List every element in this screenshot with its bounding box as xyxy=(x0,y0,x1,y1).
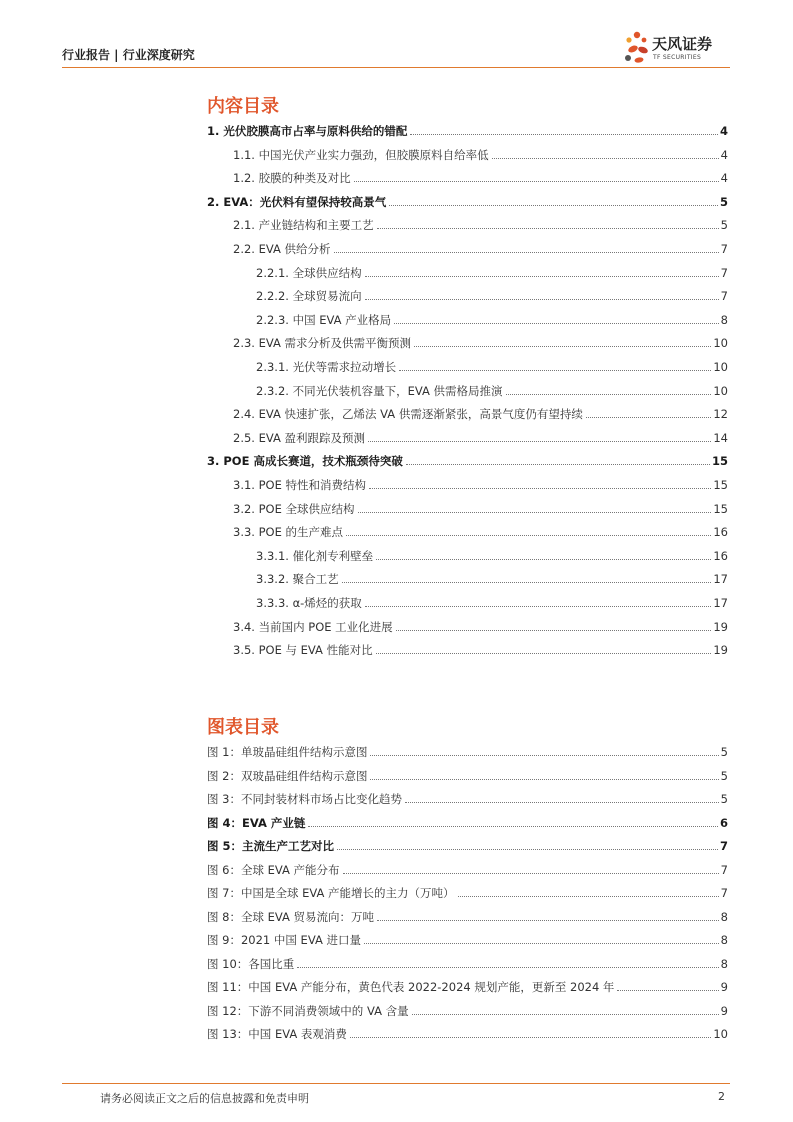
toc-entry[interactable] xyxy=(207,620,728,634)
figure-entry[interactable] xyxy=(207,910,728,924)
entry-title: 图 12：下游不同消费领域中的 VA 含量 xyxy=(207,1003,409,1018)
entry-title: 图 9：2021 中国 EVA 进口量 xyxy=(207,933,361,947)
figures-title: 图表目录 xyxy=(207,717,279,738)
figure-entry[interactable] xyxy=(207,1027,728,1041)
figure-entry[interactable] xyxy=(207,886,728,900)
dot-leader xyxy=(369,487,711,489)
entry-page-number: 19 xyxy=(713,619,728,634)
entry-page-number: 7 xyxy=(720,265,728,280)
logo-mark-icon xyxy=(622,30,652,66)
entry-title: 3.1. POE 特性和消费结构 xyxy=(233,478,367,492)
toc-entry[interactable] xyxy=(207,313,728,327)
dot-leader xyxy=(412,1013,719,1015)
entry-title: 3.4. 当前国内 POE 工业化进展 xyxy=(233,619,393,634)
entry-page-number: 4 xyxy=(720,147,728,162)
entry-title: 1.2. 胶膜的种类及对比 xyxy=(233,171,351,186)
entry-title: 2.3.2. 不同光伏装机容量下，EVA 供需格局推演 xyxy=(256,383,503,398)
dot-leader xyxy=(377,919,719,921)
entry-page-number: 10 xyxy=(713,383,728,398)
entry-page-number: 15 xyxy=(713,478,728,492)
dot-leader xyxy=(368,440,711,442)
dot-leader xyxy=(377,227,719,229)
entry-title: 3.3.3. α-烯烃的获取 xyxy=(256,596,362,610)
dot-leader xyxy=(406,463,710,465)
dot-leader xyxy=(346,534,711,536)
entry-page-number: 19 xyxy=(713,643,728,658)
toc-entry[interactable] xyxy=(207,502,728,516)
entry-title: 1. 光伏胶膜高市占率与原料供给的错配 xyxy=(207,124,408,138)
page-number: 2 xyxy=(718,1090,725,1103)
entry-page-number: 5 xyxy=(720,768,728,783)
dot-leader xyxy=(586,416,712,418)
entry-title: 2.2. EVA 供给分析 xyxy=(233,242,331,256)
entry-page-number: 7 xyxy=(720,242,728,256)
entry-title: 3. POE 高成长赛道，技术瓶颈待突破 xyxy=(207,454,403,469)
entry-title: 1.1. 中国光伏产业实力强劲，但胶膜原料自给率低 xyxy=(233,147,489,162)
toc-entry[interactable] xyxy=(207,384,728,398)
toc-entry[interactable] xyxy=(207,407,728,421)
dot-leader xyxy=(405,801,719,803)
entry-title: 2.1. 产业链结构和主要工艺 xyxy=(233,218,374,233)
entry-title: 3.2. POE 全球供应结构 xyxy=(233,501,355,516)
toc-entry[interactable] xyxy=(207,431,728,445)
toc-entry[interactable] xyxy=(207,242,728,256)
entry-page-number: 9 xyxy=(720,1003,728,1018)
entry-page-number: 10 xyxy=(713,336,728,351)
entry-page-number: 9 xyxy=(720,980,728,994)
entry-page-number: 7 xyxy=(720,289,728,304)
dot-leader xyxy=(364,942,719,944)
entry-page-number: 15 xyxy=(713,501,728,516)
entry-title: 图 11：中国 EVA 产能分布，黄色代表 2022-2024 规划产能，更新至 2024 年 xyxy=(207,980,615,994)
toc-entry[interactable] xyxy=(207,148,728,162)
entry-title: 3.3.1. 催化剂专利壁垒 xyxy=(256,548,374,563)
toc-entry[interactable] xyxy=(207,289,728,303)
entry-title: 2.2.3. 中国 EVA 产业格局 xyxy=(256,312,392,327)
dot-leader xyxy=(343,872,719,874)
entry-page-number: 4 xyxy=(719,124,728,138)
dot-leader xyxy=(399,369,711,371)
toc-entry[interactable] xyxy=(207,572,728,586)
figure-entry[interactable] xyxy=(207,933,728,947)
entry-page-number: 7 xyxy=(720,886,728,900)
toc-entry[interactable] xyxy=(207,643,728,657)
report-category: 行业报告 | 行业深度研究 xyxy=(62,48,195,62)
toc-entry[interactable] xyxy=(207,525,728,539)
figure-entry[interactable] xyxy=(207,816,728,830)
dot-leader xyxy=(358,511,712,513)
toc-entry[interactable] xyxy=(207,124,728,138)
entry-title: 2.5. EVA 盈利跟踪及预测 xyxy=(233,430,366,445)
toc-entry[interactable] xyxy=(207,266,728,280)
dot-leader xyxy=(376,652,712,654)
entry-page-number: 10 xyxy=(713,1027,728,1041)
entry-title: 2.3.1. 光伏等需求拉动增长 xyxy=(256,360,397,374)
dot-leader xyxy=(370,778,718,780)
dot-leader xyxy=(308,825,718,827)
entry-title: 图 5：主流生产工艺对比 xyxy=(207,839,335,853)
entry-page-number: 17 xyxy=(713,596,728,610)
entry-page-number: 5 xyxy=(720,745,728,759)
entry-title: 图 3：不同封装材料市场占比变化趋势 xyxy=(207,792,402,806)
entry-title: 图 2：双玻晶硅组件结构示意图 xyxy=(207,768,368,783)
logo-subtext: TF SECURITIES xyxy=(653,54,702,61)
entry-page-number: 17 xyxy=(713,572,728,587)
dot-leader xyxy=(389,204,718,206)
entry-title: 3.3.2. 聚合工艺 xyxy=(256,572,339,587)
entry-title: 2.4. EVA 快速扩张，乙烯法 VA 供需逐渐紧张，高景气度仍有望持续 xyxy=(233,407,583,422)
dot-leader xyxy=(365,275,719,277)
entry-title: 图 4：EVA 产业链 xyxy=(207,815,306,830)
company-logo xyxy=(622,30,732,66)
figure-entry[interactable] xyxy=(207,745,728,759)
toc-entry[interactable] xyxy=(207,454,728,468)
dot-leader xyxy=(370,754,718,756)
dot-leader xyxy=(365,298,719,300)
entry-page-number: 4 xyxy=(720,171,728,186)
dot-leader xyxy=(396,629,712,631)
figure-entry[interactable] xyxy=(207,839,728,853)
entry-page-number: 8 xyxy=(720,312,728,327)
dot-leader xyxy=(354,180,719,182)
entry-page-number: 8 xyxy=(720,909,728,924)
entry-title: 2. EVA：光伏料有望保持较高景气 xyxy=(207,194,387,209)
dot-leader xyxy=(458,895,719,897)
entry-page-number: 7 xyxy=(719,839,728,853)
entry-page-number: 8 xyxy=(720,956,728,971)
dot-leader xyxy=(350,1036,711,1038)
figure-entry[interactable] xyxy=(207,769,728,783)
entry-title: 图 8：全球 EVA 贸易流向：万吨 xyxy=(207,909,375,924)
entry-page-number: 5 xyxy=(719,194,728,209)
dot-leader xyxy=(297,966,718,968)
dot-leader xyxy=(342,581,712,583)
entry-page-number: 6 xyxy=(719,815,728,830)
entry-page-number: 15 xyxy=(711,454,728,469)
figure-entry[interactable] xyxy=(207,980,728,994)
figure-entry[interactable] xyxy=(207,863,728,877)
toc-entry[interactable] xyxy=(207,218,728,232)
entry-title: 图 1：单玻晶硅组件结构示意图 xyxy=(207,745,368,759)
entry-page-number: 16 xyxy=(713,548,728,563)
entry-page-number: 12 xyxy=(713,407,728,422)
dot-leader xyxy=(414,345,711,347)
entry-title: 2.2.1. 全球供应结构 xyxy=(256,265,362,280)
toc-entry[interactable] xyxy=(207,336,728,350)
toc-entry[interactable] xyxy=(207,478,728,492)
entry-title: 图 10：各国比重 xyxy=(207,956,295,971)
toc-entry[interactable] xyxy=(207,360,728,374)
figure-entry[interactable] xyxy=(207,1004,728,1018)
entry-title: 2.3. EVA 需求分析及供需平衡预测 xyxy=(233,336,412,351)
dot-leader xyxy=(365,605,712,607)
entry-title: 3.5. POE 与 EVA 性能对比 xyxy=(233,643,373,658)
toc-entry[interactable] xyxy=(207,171,728,185)
figure-entry[interactable] xyxy=(207,792,728,806)
toc-entry[interactable] xyxy=(207,195,728,209)
dot-leader xyxy=(617,989,718,991)
dot-leader xyxy=(376,558,711,560)
entry-title: 图 6：全球 EVA 产能分布 xyxy=(207,862,340,877)
footer-disclaimer: 请务必阅读正文之后的信息披露和免责申明 xyxy=(100,1092,309,1105)
dot-leader xyxy=(506,393,712,395)
logo-text: 天风证券 xyxy=(652,35,713,53)
footer-divider xyxy=(62,1083,730,1084)
entry-title: 3.3. POE 的生产难点 xyxy=(233,525,344,540)
dot-leader xyxy=(337,848,718,850)
dot-leader xyxy=(492,157,719,159)
entry-page-number: 8 xyxy=(720,933,728,947)
entry-page-number: 5 xyxy=(720,792,728,806)
entry-title: 图 7：中国是全球 EVA 产能增长的主力（万吨） xyxy=(207,886,455,900)
dot-leader xyxy=(410,133,718,135)
dot-leader xyxy=(334,251,719,253)
entry-title: 2.2.2. 全球贸易流向 xyxy=(256,289,362,304)
toc-entry[interactable] xyxy=(207,549,728,563)
entry-page-number: 10 xyxy=(713,360,728,374)
entry-title: 图 13：中国 EVA 表观消费 xyxy=(207,1027,347,1041)
entry-page-number: 16 xyxy=(713,525,728,540)
entry-page-number: 5 xyxy=(720,218,728,233)
entry-page-number: 7 xyxy=(720,862,728,877)
entry-page-number: 14 xyxy=(713,430,728,445)
toc-title: 内容目录 xyxy=(207,96,279,117)
toc-entry[interactable] xyxy=(207,596,728,610)
header-divider xyxy=(62,67,730,68)
figure-entry[interactable] xyxy=(207,957,728,971)
dot-leader xyxy=(394,322,719,324)
